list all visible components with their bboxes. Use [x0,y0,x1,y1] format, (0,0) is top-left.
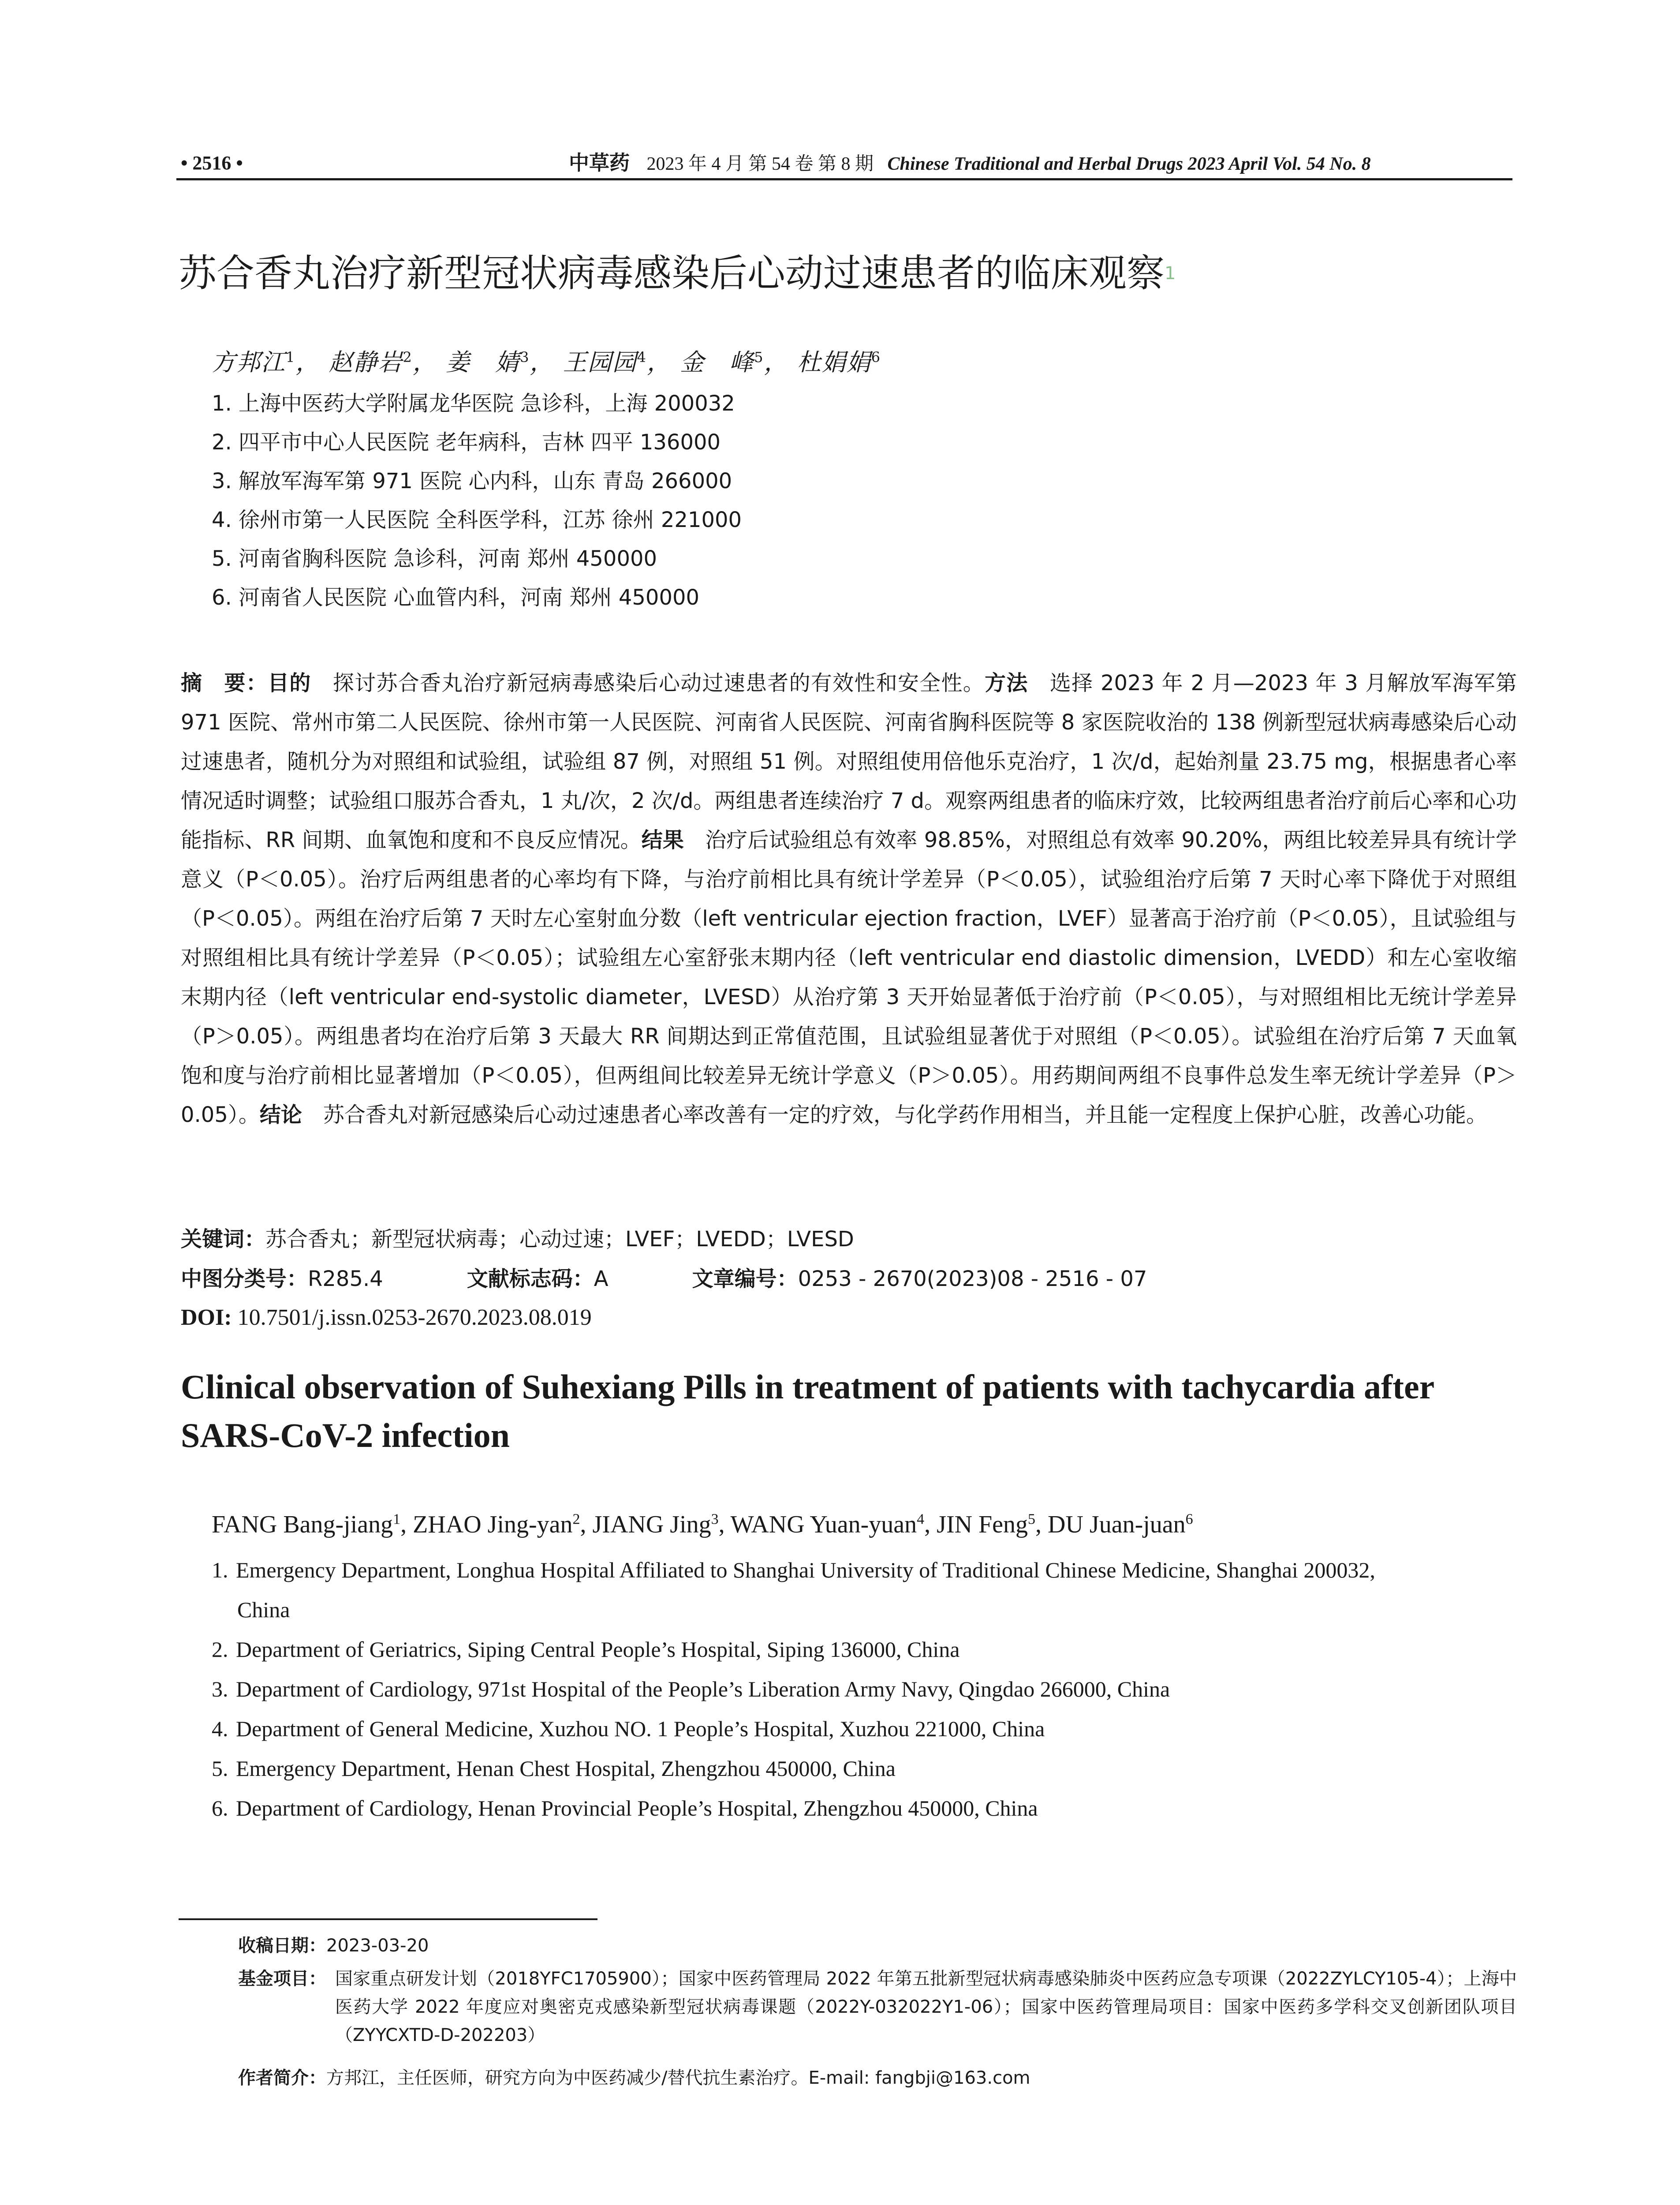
doi-line [181,1300,592,1335]
results-text: 治疗后试验组总有效率 98.85%，对照组总有效率 90.20%，两组比较差异具有统计学意义（P＜0.05）。治疗后两组患者的心率均有下降，与治疗前相比具有统计学差异（P＜0.05），试验组治疗后第 7 天时心率下降优于对照组（P＜0.05）。两组在治疗后第 7 天时左心室射血分数（left ventricular ejection fraction，LVEF）显著高于治疗前（P＜0.05），且试验组与对照组相比具有统计学差异（P＜0.05）；试验组左心室舒张末期内径（left ventricular end diastolic dimension，LVEDD）和左心室收缩末期内径（left ventricular end-systolic diameter，LVESD）从治疗第 3 天开始显著低于治疗前（P＜0.05），与对照组相比无统计学差异（P＞0.05）。两组患者均在治疗后第 3 天最大 RR 间期达到正常值范围，且试验组显著优于对照组（P＜0.05）。试验组在治疗后第 7 天血氧饱和度与治疗前相比显著增加（P＜0.05），但两组间比较差异无统计学意义（P＞0.05）。用药期间两组不良事件总发生率无统计学差异（P＞0.05）。 [181,828,1517,1127]
journal-name-en: Chinese Traditional and Herbal Drugs 2023 April Vol. 54 No. 8 [887,154,1371,174]
doi-label: DOI: [181,1305,232,1330]
article-number-label: 文章编号： [692,1267,798,1291]
running-header [181,146,1517,181]
funding-label: 基金项目： [238,1969,326,1989]
journal-name-cn: 中草药 [569,152,630,174]
journal-line [569,146,1371,182]
keywords [181,1222,854,1257]
affiliation-cn: 6. 河南省人民医院 心血管内科，河南 郑州 450000 [212,585,700,610]
title-footnote-mark: 1 [1165,263,1176,284]
affiliation-cn: 2. 四平市中心人民医院 老年病科，吉林 四平 136000 [212,430,721,455]
funding [238,1965,1517,2049]
article-number-value: 0253 - 2670(2023)08 - 2516 - 07 [798,1267,1147,1291]
received-date: 收稿日期：2023-03-20 [238,1936,429,1956]
page-number: • 2516 • [181,152,243,174]
abstract-label: 摘 要： [181,671,268,695]
affiliation-en: 3. Department of Cardiology, 971st Hospital of the People’s Liberation Army Navy, Qingdao 266000, China [212,1677,1170,1701]
author: 杜娟娟$^6$ [797,348,881,376]
author: 王园园$^4$ [563,348,647,376]
header-rule [176,178,1512,180]
results-label: 结果 [641,828,684,852]
objective-text: 探讨苏合香丸治疗新冠病毒感染后心动过速患者的有效性和安全性。 [311,671,985,695]
authors-en: FANG Bang-jiang$^1$, ZHAO Jing-yan$^2$, JIANG Jing$^3$, WANG Yuan-yuan$^4$, JIN Feng$^5$, DU Juan-juan$^6$ [212,1510,1193,1538]
author: 姜 婧$^3$ [446,348,530,376]
author: 方邦江$^1$ [212,348,296,376]
methods-label: 方法 [985,671,1028,695]
author: 赵静岩$^2$ [329,348,413,376]
affiliation-en: 2. Department of Geriatrics, Siping Central People’s Hospital, Siping 136000, China [212,1637,960,1662]
title-en: Clinical observation of Suhexiang Pills in treatment of patients with tachycardia after SARS-CoV-2 infection [181,1368,1434,1454]
conclusion-text: 苏合香丸对新冠感染后心动过速患者心率改善有一定的疗效，与化学药作用相当，并且能一定程度上保护心脏，改善心功能。 [302,1102,1487,1127]
title-cn: 苏合香丸治疗新型冠状病毒感染后心动过速患者的临床观察$^1$ [179,251,1176,295]
author: 金 峰$^5$ [680,348,764,376]
classification-line [181,1261,1147,1297]
footnote-rule [179,1918,597,1920]
doc-code-value: A [594,1267,609,1291]
keywords-text: 苏合香丸；新型冠状病毒；心动过速；LVEF；LVEDD；LVESD [265,1227,854,1252]
author-en: JIANG Jing$^3$ [592,1510,719,1538]
conclusion-label: 结论 [259,1102,302,1127]
author-en: ZHAO Jing-yan$^2$ [413,1510,580,1538]
affiliation-en: 4. Department of General Medicine, Xuzhou NO. 1 People’s Hospital, Xuzhou 221000, China [212,1716,1045,1741]
affiliation-en: 5. Emergency Department, Henan Chest Hospital, Zhengzhou 450000, China [212,1756,896,1781]
affiliation-en: 1. Emergency Department, Longhua Hospital Affiliated to Shanghai University of Traditional Chinese Medicine, Shanghai 200032, China [212,1558,1375,1622]
clc-label: 中图分类号： [181,1267,308,1291]
objective-label: 目的 [268,671,311,695]
methods-text: 选择 2023 年 2 月—2023 年 3 月解放军海军第 971 医院、常州市第二人民医院、徐州市第一人民医院、河南省人民医院、河南省胸科医院等 8 家医院收治的 138 例新型冠状病毒感染后心动过速患者，随机分为对照组和试验组，试验组 87 例，对照组 51 例。对照组使用倍他乐克治疗，1 次/d，起始剂量 23.75 mg，根据患者心率情况适时调整；试验组口服苏合香丸，1 丸/次，2 次/d。两组患者连续治疗 7 d。观察两组患者的临床疗效，比较两组患者治疗前后心率和心功能指标、RR 间期、血氧饱和度和不良反应情况。 [181,671,1517,852]
author-en: FANG Bang-jiang$^1$ [212,1510,401,1538]
authors-cn: 方邦江$^1$， 赵静岩$^2$， 姜 婧$^3$， 王园园$^4$， 金 峰$^5$， 杜娟娟$^6$ [212,348,881,376]
doc-code-label: 文献标志码： [467,1267,594,1291]
doi-value: 10.7501/j.issn.0253-2670.2023.08.019 [231,1305,592,1330]
affiliation-cn: 1. 上海中医药大学附属龙华医院 急诊科，上海 200032 [212,391,735,416]
funding-text: 国家重点研发计划（2018YFC1705900）；国家中医药管理局 2022 年第五批新型冠状病毒感染肺炎中医药应急专项课（2022ZYLCY105-4）；上海中医药大学 2022 年度应对奥密克戎感染新型冠状病毒课题（2022Y-032022Y1-06）；国家中医药管理局项目：国家中医药多学科交叉创新团队项目（ZYYCXTD-D-202203） [335,1969,1517,2045]
author-en: JIN Feng$^5$ [937,1510,1036,1538]
author-en: DU Juan-juan$^6$ [1048,1510,1193,1538]
journal-issue-cn: 2023 年 4 月 第 54 卷 第 8 期 [646,154,874,174]
clc-value: R285.4 [308,1267,383,1291]
affiliation-cn: 5. 河南省胸科医院 急诊科，河南 郑州 450000 [212,546,657,571]
affiliation-cn: 4. 徐州市第一人民医院 全科医学科，江苏 徐州 221000 [212,508,742,532]
affiliation-cn: 3. 解放军海军第 971 医院 心内科，山东 青岛 266000 [212,469,732,493]
abstract [181,664,1517,1135]
author-bio: 作者简介：方邦江，主任医师，研究方向为中医药减少/替代抗生素治疗。E-mail: fangbji@163.com [238,2068,1030,2088]
affiliation-en: 6. Department of Cardiology, Henan Provincial People’s Hospital, Zhengzhou 450000, China [212,1796,1038,1820]
keywords-label: 关键词： [181,1227,266,1252]
author-en: WANG Yuan-yuan$^4$ [730,1510,925,1538]
